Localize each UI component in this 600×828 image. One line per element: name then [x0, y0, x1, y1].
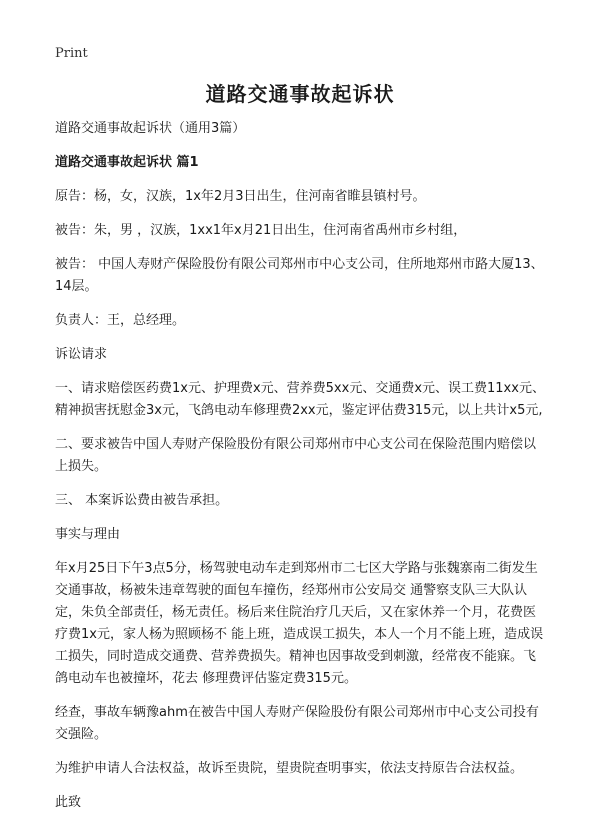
- closing-paragraph: 为维护申请人合法权益，故诉至贵院，望贵院查明事实，依法支持原告合法权益。: [55, 761, 524, 776]
- claims-heading: 诉讼请求: [55, 347, 108, 362]
- print-label: Print: [55, 46, 88, 61]
- inspection-paragraph: 经查，事故车辆豫ahm在被告中国人寿财产保险股份有限公司郑州市中心支公司投有交强险。: [55, 705, 539, 742]
- facts-paragraph: 年x月25日下午3点5分，杨驾驶电动车走到郑州市二七区大学路与张魏寨南二街发生交通事故，杨被朱违章驾驶的面包车撞伤，经郑州市公安局交 通警察支队三大队认定，朱负全部责任，杨无责任。杨后来住院治疗几天后，又在家休养一个月，花费医疗费1x元，家人杨为照顾杨不 能上班，造成误工损失，本人一个月不能上班，造成误工损失，同时造成交通费、营养费损失。精神也因事故受到刺激，经常夜不能寐。飞鸽电动车也被撞坏，花去 修理费评估鉴定费315元。: [55, 561, 544, 686]
- defendant-paragraph-2: 被告： 中国人寿财产保险股份有限公司郑州市中心支公司，住所地郑州市路大厦13、14层。: [55, 257, 544, 294]
- document-body: [55, 118, 547, 826]
- page-title: 道路交通事故起诉状: [205, 82, 395, 106]
- defendant-paragraph-1: 被告：朱，男 ，汉族，1xx1年x月21日出生，住河南省禹州市乡村组，: [55, 223, 467, 238]
- facts-heading: 事实与理由: [55, 527, 121, 542]
- claim-item-2: 二、要求被告中国人寿财产保险股份有限公司郑州市中心支公司在保险范围内赔偿以上损失。: [55, 437, 537, 474]
- plaintiff-paragraph: 原告：杨，女，汉族，1x年2月3日出生，住河南省睢县镇村号。: [55, 189, 426, 204]
- claim-item-3: 三、 本案诉讼费由被告承担。: [55, 493, 229, 508]
- claim-item-1: 一、请求赔偿医药费1x元、护理费x元、营养费5xx元、交通费x元、误工费11xx元、精神损害抚慰金3x元，飞鸽电动车修理费2xx元，鉴定评估费315元，以上共计x5元,: [55, 381, 545, 418]
- salutation: 此致: [55, 795, 82, 810]
- section-heading: 道路交通事故起诉状 篇1: [55, 155, 199, 170]
- responsible-person-paragraph: 负责人：王，总经理。: [55, 313, 186, 328]
- subtitle: 道路交通事故起诉状（通用3篇）: [55, 121, 246, 136]
